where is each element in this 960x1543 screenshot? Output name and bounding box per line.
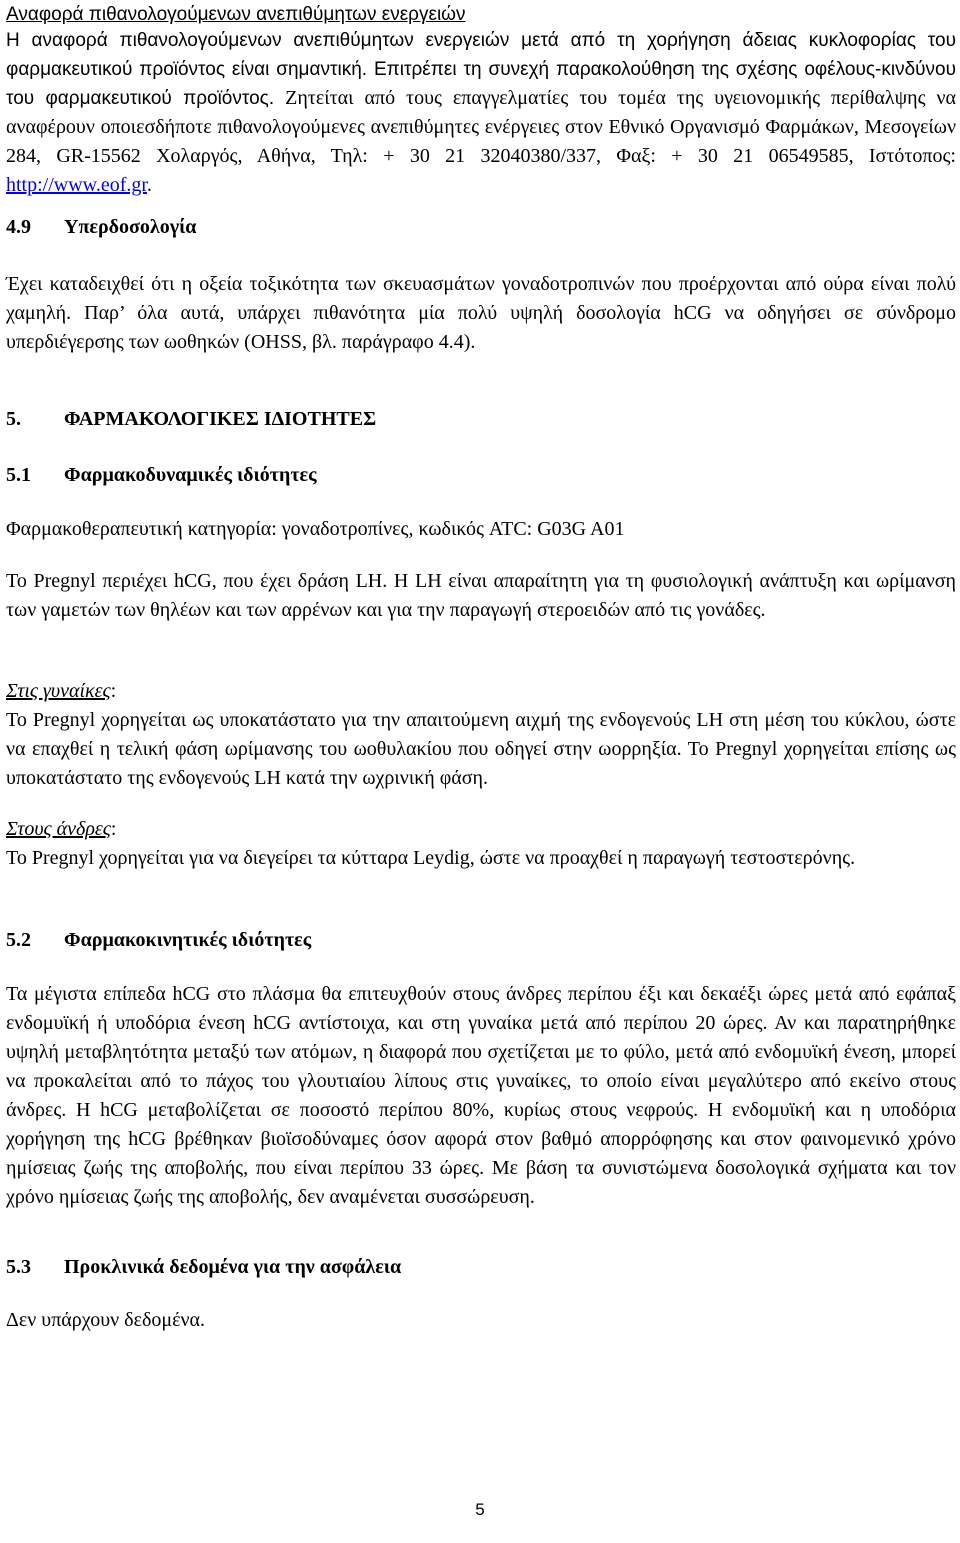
section-5-3-number: 5.3 <box>6 1256 31 1278</box>
men-text: Το Pregnyl χορηγείται για να διεγείρει τα κύτταρα Leydig, ώστε να προαχθεί η παραγωγή τεστοστερόνης. <box>6 847 856 869</box>
men-label-line <box>6 815 956 844</box>
adr-paragraph <box>6 26 956 200</box>
adr-title: Αναφορά πιθανολογούμενων ανεπιθύμητων ενεργειών <box>6 4 466 25</box>
atc-classification: Φαρμακοθεραπευτική κατηγορία: γοναδοτροπίνες, κωδικός ATC: G03G A01 <box>6 518 625 540</box>
women-label: Στις γυναίκες <box>6 680 111 702</box>
adr-title-block <box>6 0 956 29</box>
section-5-2-number: 5.2 <box>6 929 31 951</box>
section-4-9-title: Υπερδοσολογία <box>64 216 197 238</box>
adr-end: . <box>146 174 152 196</box>
adr-paragraph-sans: Η αναφορά πιθανολογούμενων ανεπιθύμητων ενεργειών μετά από τη χορήγηση άδειας κυκλοφορίας του φαρμακευτικού προϊόντος είναι σημαντική. Επιτρέπει τη συνεχή παρακολούθηση της σχέσης οφέλους-κινδύνου του φαρμακευτικού προϊόντος. <box>6 30 956 109</box>
adr-paragraph-serif: Ζητείται από τους επαγγελματίες του τομέα της υγειονομικής περίθαλψης να αναφέρουν οποιεσδήποτε πιθανολογούμενες ανεπιθύμητες ενέργειες στον Εθνικό Οργανισμό Φαρμάκων, Μεσογείων 284, GR-15562 Χολαργός, Αθήνα, Τηλ: + 30 21 32040380/337, Φαξ: + 30 21 06549585, Ιστότοπος: <box>6 87 956 167</box>
section-5-3-title: Προκλινικά δεδομένα για την ασφάλεια <box>64 1256 402 1278</box>
women-text: Το Pregnyl χορηγείται ως υποκατάστατο για την απαιτούμενη αιχμή της ενδογενούς LH στη μέση του κύκλου, ώστε να επαχθεί η τελική φάση ωρίμανσης του ωοθυλακίου που οδηγεί στην ωορρηξία. Το Pregnyl χορηγείται επίσης ως υποκατάστατο της ενδογενούς LH κατά την ωχρινική φάση. <box>6 709 956 789</box>
section-5-2-text: Τα μέγιστα επίπεδα hCG στο πλάσμα θα επιτευχθούν στους άνδρες περίπου έξι και δεκαέξι ώρες μετά από εφάπαξ ενδομυϊκή ή υποδόρια ένεση hCG αντίστοιχα, και στη γυναίκα μετά από περίπου 20 ώρες. Αν και παρατηρήθηκε υψηλή μεταβλητότητα μεταξύ των ατόμων, η διαφορά που σχετίζεται με το φύλο, μετά από ενδομυϊκή ένεση, μπορεί να προκαλείται από το πάχος του γλουτιαίου λίπους στις γυναίκες, το οποίο είναι μεγαλύτερο από εκείνο στους άνδρες. Η hCG μεταβολίζεται σε ποσοστό περίπου 80%, κυρίως στους νεφρούς. Η ενδομυϊκή και η υποδόρια χορήγηση της hCG βρέθηκαν βιοϊσοδύναμες όσον αφορά στον βαθμό απορρόφησης και στον φαινομενικό χρόνο ημίσειας ζωής της αποβολής, που είναι περίπου 33 ώρες. Με βάση τα συνιστώμενα δοσολογικά σχήματα και τον χρόνο ημίσειας ζωής της αποβολής, δεν αναμένεται συσσώρευση. <box>6 983 956 1208</box>
section-5-1-title: Φαρμακοδυναμικές ιδιότητες <box>64 464 317 486</box>
men-colon: : <box>110 818 117 840</box>
section-5-heading <box>6 405 956 434</box>
eof-link[interactable]: http://www.eof.gr <box>6 174 147 196</box>
page-number: 5 <box>475 1500 485 1519</box>
section-4-9-text: Έχει καταδειχθεί ότι η οξεία τοξικότητα των σκευασμάτων γοναδοτροπινών που προέρχονται από ούρα είναι πολύ χαμηλή. Παρ’ όλα αυτά, υπάρχει πιθανότητα μία πολύ υψηλή δοσολογία hCG να οδηγήσει σε σύνδρομο υπερδιέγερσης των ωοθηκών (OHSS, βλ. παράγραφο 4.4). <box>6 273 956 353</box>
men-label: Στους άνδρες <box>6 818 111 840</box>
section-5-1-heading <box>6 461 956 490</box>
women-label-line <box>6 677 956 706</box>
section-5-3-text: Δεν υπάρχουν δεδομένα. <box>6 1309 206 1331</box>
section-5-1-number: 5.1 <box>6 464 31 486</box>
women-colon: : <box>110 680 117 702</box>
section-5-2-title: Φαρμακοκινητικές ιδιότητες <box>64 929 312 951</box>
pregnyl-intro: Το Pregnyl περιέχει hCG, που έχει δράση LH. Η LH είναι απαραίτητη για τη φυσιολογική ανάπτυξη και ωρίμανση των γαμετών των θηλέων και των αρρένων και για την παραγωγή στεροειδών από τις γονάδες. <box>6 570 956 621</box>
section-4-9-heading <box>6 213 956 242</box>
section-5-2-heading <box>6 926 956 955</box>
section-5-title: ΦΑΡΜΑΚΟΛΟΓΙΚΕΣ ΙΔΙΟΤΗΤΕΣ <box>64 408 377 430</box>
section-5-number: 5. <box>6 408 21 430</box>
section-4-9-number: 4.9 <box>6 216 31 238</box>
section-5-3-heading <box>6 1253 956 1282</box>
